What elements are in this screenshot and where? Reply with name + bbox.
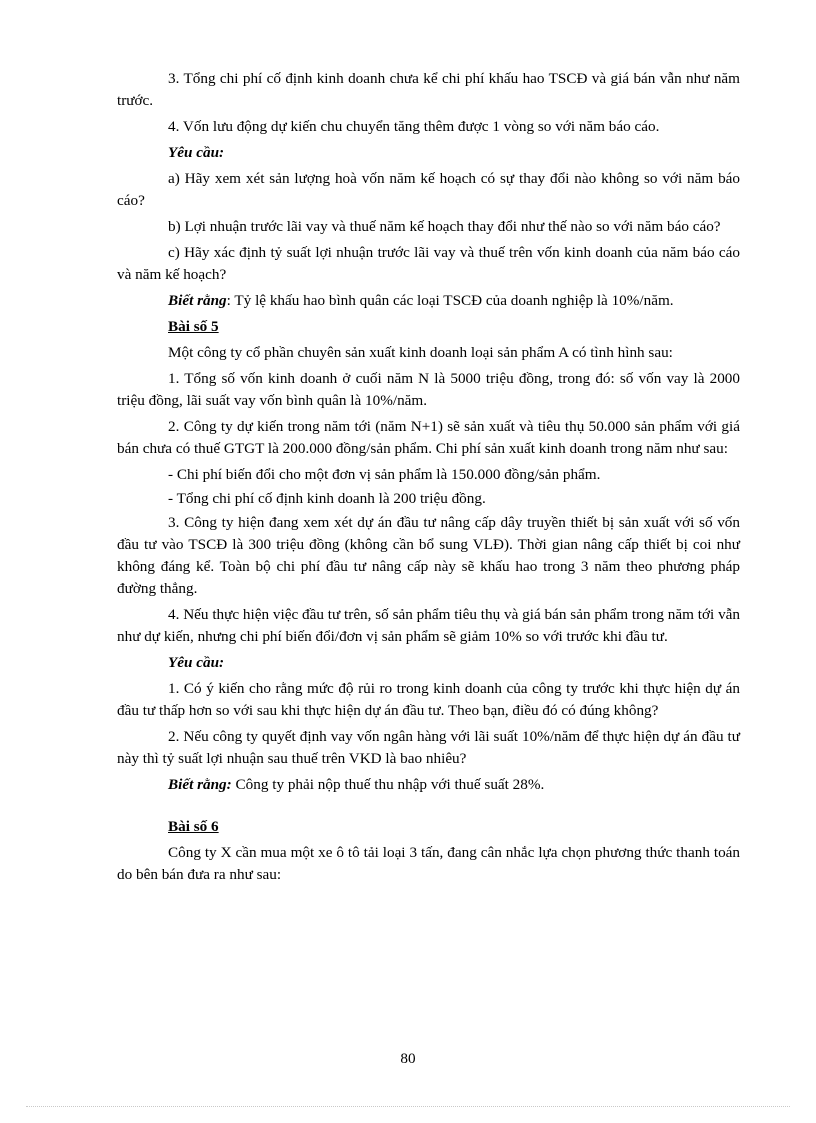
exercise-5-note — [117, 774, 740, 796]
exercise-5-item-3: 3. Công ty hiện đang xem xét dự án đầu tư nâng cấp dây truyền thiết bị sản xuất với số vốn đầu tư vào TSCĐ là 300 triệu đồng (không cần bổ sung VLĐ). Thời gian nâng cấp thiết bị coi như không đáng kể. Toàn bộ chi phí đầu tư nâng cấp này sẽ khấu hao trong 3 năm theo phương pháp đường thẳng. — [117, 514, 740, 597]
requirements-label: Yêu cầu: — [168, 144, 225, 161]
paragraph-working-capital: 4. Vốn lưu động dự kiến chu chuyển tăng thêm được 1 vòng so với năm báo cáo. — [168, 118, 660, 135]
note-text: : Tỷ lệ khấu hao bình quân các loại TSCĐ của doanh nghiệp là 10%/năm. — [226, 292, 674, 309]
exercise-6-heading: Bài số 6 — [168, 818, 219, 835]
paragraph-fixed-cost: 3. Tổng chi phí cố định kinh doanh chưa kể chi phí khấu hao TSCĐ và giá bán vẫn như năm trước. — [117, 70, 740, 109]
page-number: 80 — [400, 1050, 416, 1067]
exercise-6-intro: Công ty X cần mua một xe ô tô tải loại 3 tấn, đang cân nhắc lựa chọn phương thức thanh toán do bên bán đưa ra như sau: — [117, 844, 740, 883]
exercise-5-item-fixed-cost: - Tổng chi phí cố định kinh doanh là 200 triệu đồng. — [168, 490, 486, 507]
page-body — [117, 68, 740, 890]
section-gap — [117, 800, 740, 816]
requirement-b: b) Lợi nhuận trước lãi vay và thuế năm kế hoạch thay đổi như thế nào so với năm báo cáo? — [168, 218, 721, 235]
exercise-5-requirement-1: 1. Có ý kiến cho rằng mức độ rủi ro trong kinh doanh của công ty trước khi thực hiện dự án đầu tư thấp hơn so với sau khi thực hiện dự án đầu tư. Theo bạn, điều đó có đúng không? — [117, 680, 740, 719]
exercise-5-note-text: Công ty phải nộp thuế thu nhập với thuế suất 28%. — [231, 776, 545, 793]
exercise-5-requirements-label: Yêu cầu: — [168, 654, 225, 671]
exercise-5-item-1: 1. Tổng số vốn kinh doanh ở cuối năm N là 5000 triệu đồng, trong đó: số vốn vay là 2000 triệu đồng, lãi suất vay vốn bình quân là 10%/năm. — [117, 370, 740, 409]
exercise-5-item-2: 2. Công ty dự kiến trong năm tới (năm N+1) sẽ sản xuất và tiêu thụ 50.000 sản phẩm với giá bán chưa có thuế GTGT là 200.000 đồng/sản phẩm. Chi phí sản xuất kinh doanh trong năm như sau: — [117, 418, 740, 457]
requirement-c: c) Hãy xác định tỷ suất lợi nhuận trước lãi vay và thuế trên vốn kinh doanh của năm báo cáo và năm kế hoạch? — [117, 244, 740, 283]
exercise-5-heading: Bài số 5 — [168, 318, 219, 335]
note-depreciation — [117, 290, 740, 312]
note-label: Biết rằng — [168, 292, 227, 309]
footer-dotted-rule — [26, 1106, 790, 1107]
exercise-5-requirement-2: 2. Nếu công ty quyết định vay vốn ngân hàng với lãi suất 10%/năm để thực hiện dự án đầu tư này thì tỷ suất lợi nhuận sau thuế trên VKD là bao nhiêu? — [117, 728, 740, 767]
exercise-5-note-label: Biết rằng: — [168, 776, 232, 793]
requirement-a: a) Hãy xem xét sản lượng hoà vốn năm kế hoạch có sự thay đổi nào không so với năm báo cáo? — [117, 170, 740, 209]
exercise-5-item-variable-cost: - Chi phí biến đổi cho một đơn vị sản phẩm là 150.000 đồng/sản phẩm. — [168, 466, 601, 483]
exercise-5-intro: Một công ty cổ phần chuyên sản xuất kinh doanh loại sản phẩm A có tình hình sau: — [168, 344, 673, 361]
exercise-5-item-4: 4. Nếu thực hiện việc đầu tư trên, số sản phẩm tiêu thụ và giá bán sản phẩm trong năm tới vẫn như dự kiến, nhưng chi phí biến đổi/đơn vị sản phẩm sẽ giảm 10% so với trước khi đầu tư. — [117, 606, 740, 645]
